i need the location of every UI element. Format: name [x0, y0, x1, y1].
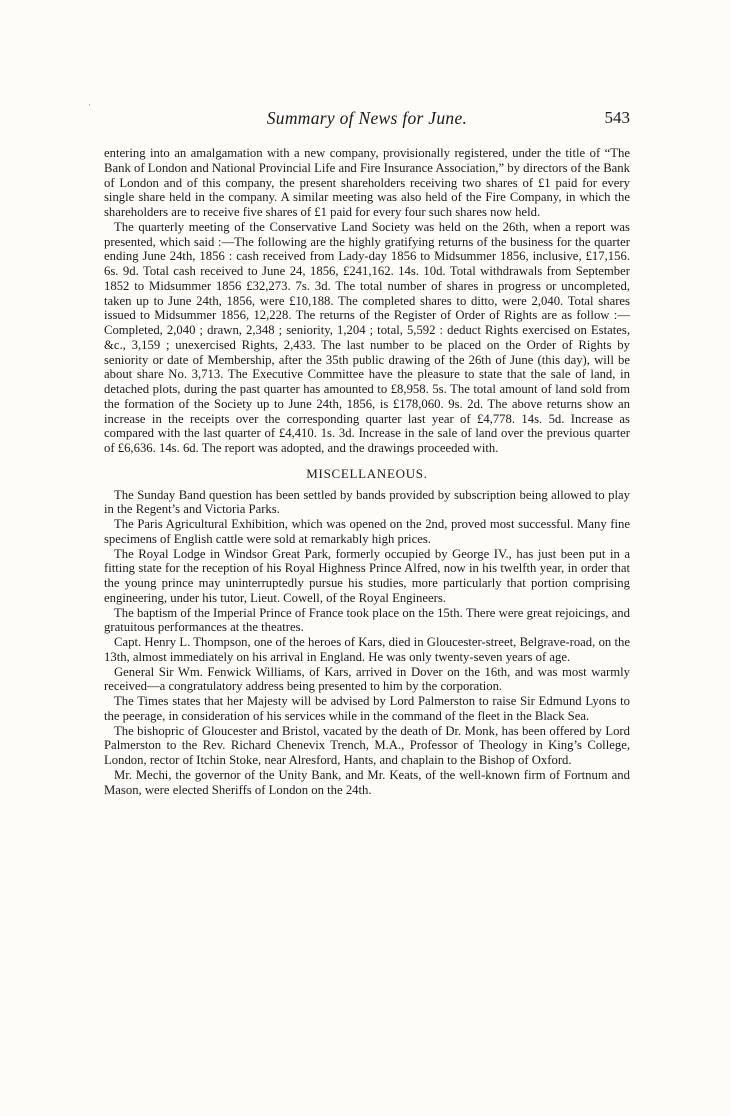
running-title: Summary of News for June. [266, 108, 468, 128]
paragraph-bishopric: The bishopric of Gloucester and Bristol, vacated by the death of Dr. Monk, has been offered by Lord Palmerston to the Rev. Richard Chenevix Trench, M.A., Professor of Theology in King’s College, London, rector of Itchin Stoke, near Alresford, Hants, and chaplain to the Bishop of Oxford. [104, 723, 630, 767]
text-column [104, 146, 630, 797]
paragraph-sunday-band: The Sunday Band question has been settled by bands provided by subscription being allowed to play in the Regent’s and Victoria Parks. [104, 487, 630, 517]
paragraph-land-society: The quarterly meeting of the Conservative Land Society was held on the 26th, when a report was presented, which said :—The following are the highly gratifying returns of the business for the quarter ending June 24th, 1856 : cash received from Lady-day 1856 to Midsummer 1856, inclusive, £17,156. 6s. 9d. Total cash received to June 24, 1856, £241,162. 14s. 10d. Total withdrawals from September 1852 to Midsummer 1856 £32,273. 7s. 3d. The total number of shares in progress or uncompleted, taken up to June 24th, 1856, were £10,188. The completed shares to ditto, were 2,040. Total shares issued to Midsummer 1856, 12,228. The returns of the Register of Order of Rights are as follow :—Completed, 2,040 ; drawn, 2,348 ; seniority, 1,204 ; total, 5,592 : deduct Rights exercised on Estates, &c., 3,159 ; unexercised Rights, 2,433. The last number to be placed on the Order of Rights by seniority or date of Membership, after the 35th public drawing of the 26th of June (this day), will be about share No. 3,713. The Executive Committee have the pleasure to state that the sale of land, in detached plots, during the past quarter has amounted to £8,958. 5s. The total amount of land sold from the formation of the Society up to June 24th, 1856, is £178,060. 9s. 2d. The above returns show an increase in the receipts over the corresponding quarter last year of £4,778. 14s. 5d. Increase as compared with the last quarter of £4,410. 1s. 3d. Increase in the sale of land over the previous quarter of £6,636. 14s. 6d. The report was adopted, and the drawings proceeded with. [104, 219, 630, 455]
page-speck: · [88, 100, 91, 110]
paragraph-continued: entering into an amalgamation with a new company, provisionally registered, under the title of “The Bank of London and National Provincial Life and Fire Insurance Association,” by directors of the Bank of London and of this company, the present shareholders receiving two shares of £1 paid for every single share held in the company. A similar meeting was also held of the Fire Company, in which the shareholders are to receive five shares of £1 paid for every four such shares now held. [104, 146, 630, 219]
section-heading: MISCELLANEOUS. [306, 465, 428, 481]
page-header [104, 108, 630, 134]
paragraph-sheriffs: Mr. Mechi, the governor of the Unity Bank, and Mr. Keats, of the well-known firm of Fortnum and Mason, were elected Sheriffs of London on the 24th. [104, 767, 630, 797]
paragraph-imperial-baptism: The baptism of the Imperial Prince of France took place on the 15th. There were great rejoicings, and gratuitous performances at the theatres. [104, 605, 630, 635]
paragraph-lyons-peerage: The Times states that her Majesty will be advised by Lord Palmerston to raise Sir Edmund Lyons to the peerage, in consideration of his services while in the command of the fleet in the Black Sea. [104, 694, 630, 723]
paragraph-paris-exhibition: The Paris Agricultural Exhibition, which was opened on the 2nd, proved most successful. Many fine specimens of English cattle were sold at remarkably high prices. [104, 517, 630, 546]
paragraph-capt-thompson: Capt. Henry L. Thompson, one of the heroes of Kars, died in Gloucester-street, Belgrave-road, on the 13th, almost immediately on his arrival in England. He was only twenty-seven years of age. [104, 635, 630, 664]
paragraph-royal-lodge: The Royal Lodge in Windsor Great Park, formerly occupied by George IV., has just been put in a fitting state for the reception of his Royal Highness Prince Alfred, now in his twelfth year, in order that the young prince may uninterruptedly pursue his studies, more particularly that portion comprising engineering, under his tutor, Lieut. Cowell, of the Royal Engineers. [104, 546, 630, 605]
page-number: 543 [604, 108, 630, 127]
paragraph-general-williams: General Sir Wm. Fenwick Williams, of Kars, arrived in Dover on the 16th, and was most warmly received—a congratulatory address being presented to him by the corporation. [104, 664, 630, 694]
